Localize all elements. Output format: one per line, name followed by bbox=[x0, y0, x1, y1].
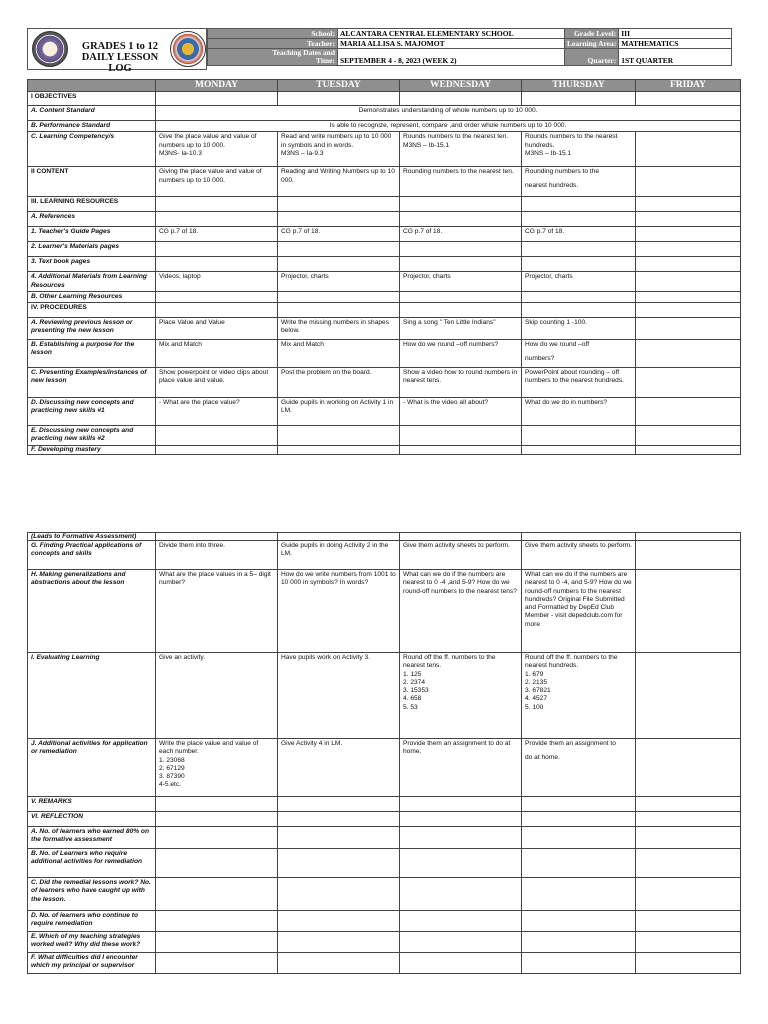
evaluating-row bbox=[28, 653, 741, 739]
title-line-1: GRADES 1 to 12 bbox=[81, 41, 159, 52]
school-value: ALCANTARA CENTRAL ELEMENTARY SCHOOL bbox=[338, 29, 565, 39]
references-row bbox=[28, 212, 741, 227]
practical-wednesday: Give them activity sheets to perform. bbox=[400, 541, 522, 570]
leads-row bbox=[28, 533, 741, 541]
competency-tuesday: Read and write numbers up to 10 000 in symbols and in words. M3NS – Ia-9.3 bbox=[278, 132, 400, 167]
additional-thursday: Projector, charts bbox=[522, 272, 636, 292]
presenting-row bbox=[28, 368, 741, 398]
practical-monday: Divide them into three. bbox=[156, 541, 278, 570]
generalizations-wednesday: What can we do if the numbers are nearest to 0 -4 ,and 5-9? How do we round-off numbers to the nearest tens? bbox=[400, 570, 522, 653]
content-row bbox=[28, 167, 741, 197]
purpose-thursday: How do we round –off numbers? bbox=[522, 340, 636, 368]
content-tuesday: Reading and Writing Numbers up to 10 000. bbox=[278, 167, 400, 197]
reflection-c-row bbox=[28, 878, 741, 911]
other-resources-row bbox=[28, 291, 741, 302]
performance-standard-label: B. Performance Standard bbox=[28, 121, 156, 132]
resources-label: III. LEARNING RESOURCES bbox=[28, 197, 156, 212]
teacher-label: Teacher: bbox=[208, 39, 338, 49]
purpose-wednesday: How do we round –off numbers? bbox=[400, 340, 522, 368]
content-wednesday: Rounding numbers to the nearest ten. bbox=[400, 167, 522, 197]
day-tuesday: TUESDAY bbox=[278, 80, 400, 92]
school-seal-logo bbox=[170, 31, 206, 67]
purpose-monday: Mix and Match bbox=[156, 340, 278, 368]
day-monday: MONDAY bbox=[156, 80, 278, 92]
generalizations-label: H. Making generalizations and abstractions about the lesson bbox=[28, 570, 156, 653]
performance-standard-value: Is able to recognize, represent, compare ,and order whole numbers up to 10 000. bbox=[156, 121, 741, 132]
quarter-label: Quarter: bbox=[565, 49, 619, 66]
discussing1-tuesday: Guide pupils in working on Activity 1 in LM. bbox=[278, 398, 400, 426]
teacher-value: MARIA ALLISA S. MAJOMOT bbox=[338, 39, 565, 49]
tg-thursday: CG p.7 of 18. bbox=[522, 227, 636, 242]
evaluating-thursday: Round off the ff. numbers to the nearest hundreds. 1. 679 2. 2135 3. 67821 4. 4527 5. 100 bbox=[522, 653, 636, 739]
reflection-d-row bbox=[28, 911, 741, 932]
discussing1-wednesday: - What is the video all about? bbox=[400, 398, 522, 426]
dll-title bbox=[72, 41, 168, 74]
corner-header bbox=[28, 80, 156, 92]
evaluating-monday: Give an activity. bbox=[156, 653, 278, 739]
day-wednesday: WEDNESDAY bbox=[400, 80, 522, 92]
additional-activities-label: J. Additional activities for application or remediation bbox=[28, 739, 156, 797]
additional-activities-thursday: Provide them an assignment to do at home. bbox=[522, 739, 636, 797]
textbook-label: 3. Text book pages bbox=[28, 257, 156, 272]
reflection-f-row bbox=[28, 953, 741, 974]
presenting-label: C. Presenting Examples/instances of new lesson bbox=[28, 368, 156, 398]
lm-label: 2. Learner's Materials pages bbox=[28, 242, 156, 257]
additional-tuesday: Projector, charts bbox=[278, 272, 400, 292]
lm-row bbox=[28, 242, 741, 257]
content-thursday: Rounding numbers to the nearest hundreds. bbox=[522, 167, 636, 197]
discussing1-row bbox=[28, 398, 741, 426]
reflection-row bbox=[28, 812, 741, 827]
mastery-row bbox=[28, 445, 741, 454]
additional-materials-row bbox=[28, 272, 741, 292]
remarks-label: V. REMARKS bbox=[28, 797, 156, 812]
deped-seal-logo bbox=[32, 31, 68, 67]
tg-monday: CG p.7 of 18. bbox=[156, 227, 278, 242]
reflection-f-label: F. What difficulties did I encounter which my principal or supervisor bbox=[28, 953, 156, 974]
presenting-thursday: PowerPoint about rounding – off numbers to the nearest hundreds. bbox=[522, 368, 636, 398]
evaluating-wednesday: Round off the ff. numbers to the nearest tens. 1. 125 2. 2374 3. 15353 4. 658 5. 53 bbox=[400, 653, 522, 739]
area-value: MATHEMATICS bbox=[619, 39, 732, 49]
discussing1-label: D. Discussing new concepts and practicing new skills #1 bbox=[28, 398, 156, 426]
presenting-monday: Show powerpoint or video clips about place value and value. bbox=[156, 368, 278, 398]
content-label: II CONTENT bbox=[28, 167, 156, 197]
practical-tuesday: Guide pupils in doing Activity 2 in the LM. bbox=[278, 541, 400, 570]
tg-row bbox=[28, 227, 741, 242]
reflection-b-row bbox=[28, 849, 741, 878]
objectives-row bbox=[28, 92, 741, 106]
reviewing-wednesday: Sing a song " Ten Little Indians" bbox=[400, 318, 522, 340]
competency-monday: Give the place value and value of numbers up to 10 000. M3NS- Ia-10.3 bbox=[156, 132, 278, 167]
quarter-value: 1ST QUARTER bbox=[619, 49, 732, 66]
additional-activities-wednesday: Provide them an assignment to do at home. bbox=[400, 739, 522, 797]
day-friday: FRIDAY bbox=[636, 80, 741, 92]
discussing1-thursday: What do we do in numbers? bbox=[522, 398, 636, 426]
competency-label: C. Learning Competency/s bbox=[28, 132, 156, 167]
school-label: School: bbox=[208, 29, 338, 39]
days-header-row bbox=[28, 80, 741, 92]
additional-materials-label: 4. Additional Materials from Learning Resources bbox=[28, 272, 156, 292]
other-resources-label: B. Other Learning Resources bbox=[28, 291, 156, 302]
reflection-e-row bbox=[28, 932, 741, 953]
generalizations-thursday: What can we do if the numbers are nearest to 0 -4, and 5-9? How do we round-off numbers to the nearest hundreds? Original File Submitted and Formatted by DepEd Club Member - visit depedclub.com for more bbox=[522, 570, 636, 653]
discussing2-label: E. Discussing new concepts and practicing new skills #2 bbox=[28, 426, 156, 446]
reflection-a-label: A. No. of learners who earned 80% on the formative assessment bbox=[28, 827, 156, 849]
reflection-label: VI. REFLECTION bbox=[28, 812, 156, 827]
purpose-row bbox=[28, 340, 741, 368]
generalizations-row bbox=[28, 570, 741, 653]
practical-row bbox=[28, 541, 741, 570]
remarks-row bbox=[28, 797, 741, 812]
textbook-row bbox=[28, 257, 741, 272]
additional-activities-tuesday: Give Activity 4 in LM. bbox=[278, 739, 400, 797]
reflection-a-row bbox=[28, 827, 741, 849]
title-line-2: DAILY LESSON LOG bbox=[81, 52, 159, 74]
area-label: Learning Area: bbox=[565, 39, 619, 49]
reviewing-tuesday: Write the missing numbers in shapes below. bbox=[278, 318, 400, 340]
additional-wednesday: Projector, charts bbox=[400, 272, 522, 292]
generalizations-tuesday: How do we write numbers from 1001 to 10 000 in symbols? In words? bbox=[278, 570, 400, 653]
procedures-row bbox=[28, 303, 741, 318]
day-thursday: THURSDAY bbox=[522, 80, 636, 92]
reflection-b-label: B. No. of Learners who require additional activities for remediation bbox=[28, 849, 156, 878]
presenting-wednesday: Show a video how to round numbers in nearest tens. bbox=[400, 368, 522, 398]
dll-header bbox=[27, 28, 740, 74]
grade-label: Grade Level: bbox=[565, 29, 619, 39]
additional-activities-monday: Write the place value and value of each number. 1. 23068 2. 67129 3. 87390 4-5.etc. bbox=[156, 739, 278, 797]
content-friday bbox=[636, 167, 741, 197]
discussing1-monday: - What are the place value? bbox=[156, 398, 278, 426]
tg-label: 1. Teacher's Guide Pages bbox=[28, 227, 156, 242]
evaluating-label: I. Evaluating Learning bbox=[28, 653, 156, 739]
performance-standard-row bbox=[28, 121, 741, 132]
purpose-label: B. Establishing a purpose for the lesson bbox=[28, 340, 156, 368]
reviewing-label: A. Reviewing previous lesson or presenting the new lesson bbox=[28, 318, 156, 340]
evaluating-tuesday: Have pupils work on Activity 3. bbox=[278, 653, 400, 739]
purpose-tuesday: Mix and Match bbox=[278, 340, 400, 368]
competency-row bbox=[28, 132, 741, 167]
discussing2-row bbox=[28, 426, 741, 446]
leads-label: (Leads to Formative Assessment) bbox=[28, 533, 156, 541]
practical-thursday: Give them activity sheets to perform. bbox=[522, 541, 636, 570]
dates-label-line-1: Teaching Dates and bbox=[272, 48, 335, 57]
competency-thursday: Rounds numbers to the nearest hundreds. M3NS – Ib-15.1 bbox=[522, 132, 636, 167]
additional-activities-row bbox=[28, 739, 741, 797]
reviewing-monday: Place Value and Value bbox=[156, 318, 278, 340]
reviewing-row bbox=[28, 318, 741, 340]
content-standard-value: Demonstrates understanding of whole numbers up to 10 000. bbox=[156, 106, 741, 121]
reflection-e-label: E. Which of my teaching strategies worked well? Why did these work? bbox=[28, 932, 156, 953]
content-standard-label: A. Content Standard bbox=[28, 106, 156, 121]
presenting-tuesday: Post the problem on the board. bbox=[278, 368, 400, 398]
content-standard-row bbox=[28, 106, 741, 121]
competency-friday bbox=[636, 132, 741, 167]
reviewing-thursday: Skip counting 1 -100. bbox=[522, 318, 636, 340]
procedures-label: IV. PROCEDURES bbox=[28, 303, 156, 318]
header-info-table bbox=[207, 28, 732, 66]
generalizations-monday: What are the place values in a 5– digit number? bbox=[156, 570, 278, 653]
mastery-label: F. Developing mastery bbox=[28, 445, 156, 454]
reflection-c-label: C. Did the remedial lessons work? No. of learners who have caught up with the lesson. bbox=[28, 878, 156, 911]
lesson-log-table-page-1 bbox=[27, 79, 741, 455]
objectives-label: I OBJECTIVES bbox=[28, 92, 156, 106]
content-monday: Giving the place value and value of numbers up to 10 000. bbox=[156, 167, 278, 197]
lesson-log-table-page-2 bbox=[27, 532, 741, 974]
title-box bbox=[27, 28, 207, 74]
references-label: A. References bbox=[28, 212, 156, 227]
resources-row bbox=[28, 197, 741, 212]
dates-label-line-2: Time: bbox=[315, 56, 335, 65]
additional-monday: Videos, laptop bbox=[156, 272, 278, 292]
grade-value: III bbox=[619, 29, 732, 39]
dates-label bbox=[208, 49, 338, 66]
competency-wednesday: Rounds numbers to the nearest ten. M3NS – Ib-15.1 bbox=[400, 132, 522, 167]
reflection-d-label: D. No. of learners who continue to require remediation bbox=[28, 911, 156, 932]
tg-tuesday: CG p.7 of 18. bbox=[278, 227, 400, 242]
tg-wednesday: CG p.7 of 18. bbox=[400, 227, 522, 242]
practical-label: G. Finding Practical applications of concepts and skills bbox=[28, 541, 156, 570]
dates-value: SEPTEMBER 4 - 8, 2023 (WEEK 2) bbox=[338, 49, 565, 66]
